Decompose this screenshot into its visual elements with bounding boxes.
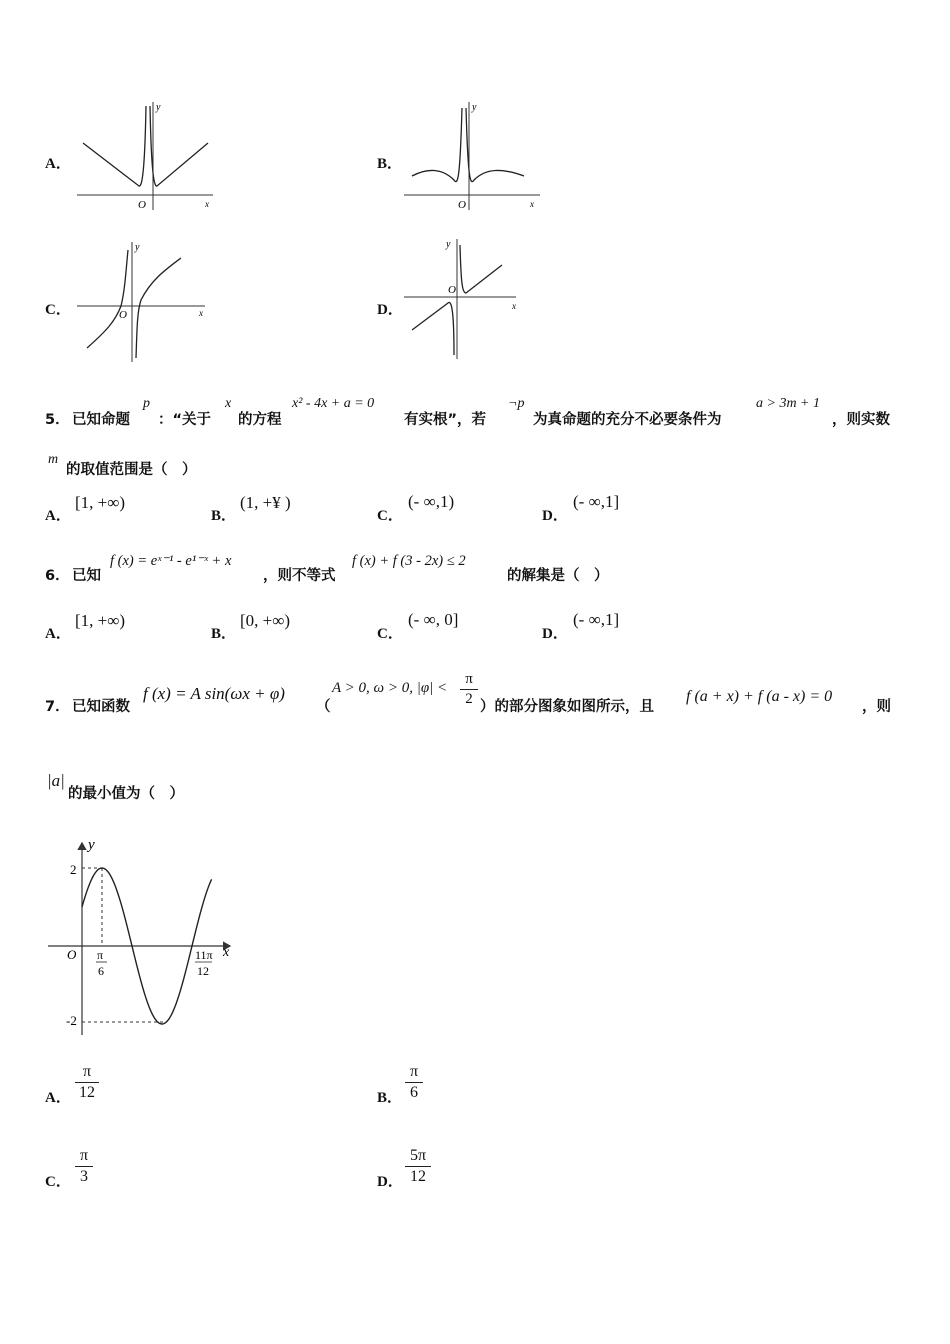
q7-condition-fraction-den: 2 <box>465 691 473 707</box>
q7-option-d-label[interactable]: D． <box>377 1174 403 1190</box>
q6-option-b-value: [0, +∞) <box>240 611 291 630</box>
q7-graph-x-label: x <box>223 945 230 960</box>
q6-number: 6． <box>45 568 70 584</box>
graph-b-y-label: y <box>472 102 477 113</box>
option-c-label: C． <box>45 302 71 318</box>
graph-a-origin: O <box>138 199 146 211</box>
q5-number: 5． <box>45 412 70 428</box>
q5-option-a-value: [1, +∞) <box>75 493 126 512</box>
q7-graph-tick2-den: 12 <box>197 964 209 978</box>
q6-option-d-label[interactable]: D． <box>542 626 568 642</box>
graph-b-x-label: x <box>530 199 534 209</box>
q6-inequality: f (x) + f (3 - 2x) ≤ 2 <box>352 553 466 569</box>
q7-text-1: 已知函数 <box>72 699 130 715</box>
graph-d-origin: O <box>448 284 456 296</box>
q6-option-c-label[interactable]: C． <box>377 626 403 642</box>
q7-text-2: ）的部分图象如图所示，且 <box>480 699 654 715</box>
q7-sine-graph <box>40 835 245 1045</box>
q5-option-c-label[interactable]: C． <box>377 508 403 524</box>
q6-option-c-value: (- ∞, 0] <box>408 610 459 629</box>
q7-graph-origin: O <box>67 947 77 962</box>
q6-text-1: 已知 <box>72 568 101 584</box>
q7-graph-tick2-num: 11π <box>195 948 213 962</box>
q6-function: f (x) = eˣ⁻¹ - e¹⁻ˣ + x <box>110 553 232 569</box>
option-b-label: B． <box>377 156 403 172</box>
q7-graph-y-max: 2 <box>70 862 77 877</box>
q5-text-5: 为真命题的充分不必要条件为 <box>533 412 722 428</box>
q7-text-3: ，则 <box>862 699 891 715</box>
q5-text-1: 已知命题 <box>72 412 130 428</box>
graph-option-d <box>402 235 547 365</box>
q7-option-a-den: 12 <box>79 1084 95 1101</box>
q7-option-d-num: 5π <box>405 1147 431 1167</box>
q7-option-c-den: 3 <box>80 1168 88 1185</box>
q7-graph-y-min: -2 <box>66 1013 77 1028</box>
q5-m: m <box>48 452 59 467</box>
q7-option-c-label[interactable]: C． <box>45 1174 71 1190</box>
q6-option-b-label[interactable]: B． <box>211 626 237 642</box>
q7-option-a-value <box>75 1063 99 1102</box>
graph-c-origin: O <box>119 309 127 321</box>
q7-equation: f (a + x) + f (a - x) = 0 <box>686 688 833 705</box>
graph-option-c <box>75 240 220 365</box>
q7-option-c-num: π <box>75 1147 93 1167</box>
q7-option-b-label[interactable]: B． <box>377 1090 403 1106</box>
q5-condition: a > 3m + 1 <box>756 396 821 411</box>
q7-option-c-value <box>75 1147 93 1186</box>
q5-text-6: ，则实数 <box>832 412 890 428</box>
option-a-label: A． <box>45 156 71 172</box>
q5-equation: x² - 4x + a = 0 <box>292 396 375 411</box>
q5-option-c-value: (- ∞,1) <box>408 492 455 511</box>
q5-text-4: 有实根”，若 <box>404 412 487 428</box>
q7-option-b-den: 6 <box>410 1084 418 1101</box>
q7-abs-a: |a| <box>47 771 65 790</box>
q5-p: p <box>143 396 150 411</box>
graph-option-a <box>75 98 220 213</box>
graph-d-x-label: x <box>512 301 516 311</box>
q5-text-7: 的取值范围是（ ） <box>66 462 197 478</box>
q7-graph-tick1-den: 6 <box>98 964 104 978</box>
option-d-label: D． <box>377 302 403 318</box>
q5-option-d-label[interactable]: D． <box>542 508 568 524</box>
graph-d-y-label: y <box>446 239 451 250</box>
q5-x: x <box>225 396 232 411</box>
q7-paren-open: （ <box>316 699 331 715</box>
q6-option-a-label[interactable]: A． <box>45 626 71 642</box>
q7-condition: A > 0, ω > 0, |φ| < <box>332 680 448 696</box>
graph-a-y-label: y <box>156 102 161 113</box>
graph-c-y-label: y <box>135 242 140 253</box>
q7-condition-fraction <box>460 671 478 708</box>
q5-option-b-value: (1, +¥ ) <box>240 493 291 512</box>
q7-graph-tick1-num: π <box>97 948 104 962</box>
q6-option-d-value: (- ∞,1] <box>573 610 620 629</box>
graph-c-x-label: x <box>199 308 203 318</box>
q7-option-a-num: π <box>75 1063 99 1083</box>
q7-option-d-value <box>405 1147 431 1186</box>
graph-b-origin: O <box>458 199 466 211</box>
graph-a-x-label: x <box>205 199 209 209</box>
q7-function: f (x) = A sin(ωx + φ) <box>143 684 285 703</box>
q5-option-b-label[interactable]: B． <box>211 508 237 524</box>
q6-option-a-value: [1, +∞) <box>75 611 126 630</box>
q7-text-4: 的最小值为（ ） <box>68 786 184 802</box>
q7-option-a-label[interactable]: A． <box>45 1090 71 1106</box>
q5-text-2: ：“关于 <box>158 412 212 428</box>
q5-option-a-label[interactable]: A． <box>45 508 71 524</box>
q6-text-3: 的解集是（ ） <box>507 568 609 584</box>
q5-option-d-value: (- ∞,1] <box>573 492 620 511</box>
q5-neg-p: ¬p <box>508 396 525 411</box>
q7-condition-fraction-num: π <box>460 671 478 690</box>
q7-option-b-value <box>405 1063 423 1102</box>
q5-text-3: 的方程 <box>238 412 282 428</box>
q7-number: 7． <box>45 699 70 715</box>
q7-graph-y-label: y <box>88 837 95 853</box>
q7-option-b-num: π <box>405 1063 423 1083</box>
q7-option-d-den: 12 <box>410 1168 426 1185</box>
q6-text-2: ，则不等式 <box>263 568 336 584</box>
graph-option-b <box>402 98 547 213</box>
